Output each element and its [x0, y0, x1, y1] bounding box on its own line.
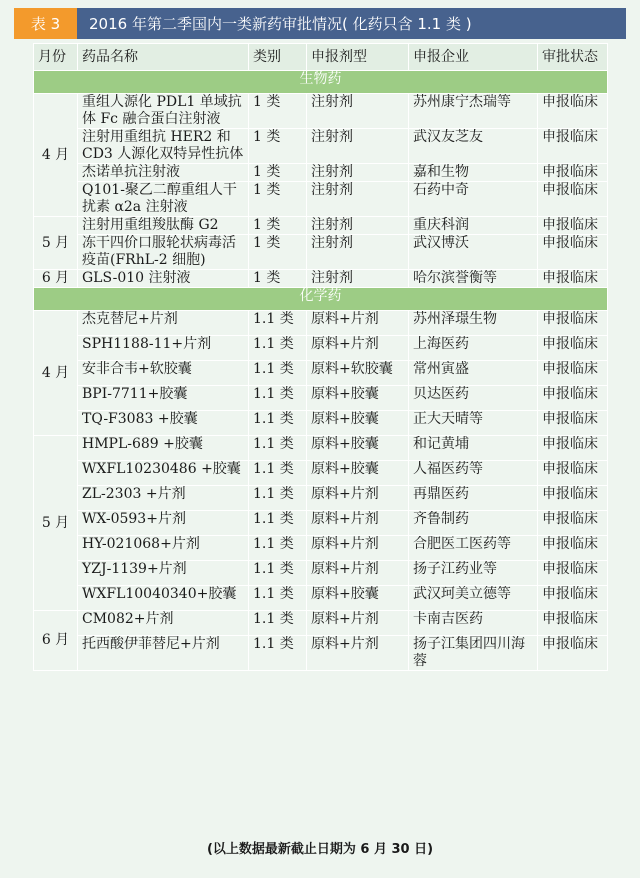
cell-dosage-form: 原料+胶囊 — [307, 436, 409, 461]
cell-dosage-form: 原料+片剂 — [307, 311, 409, 336]
table-row — [34, 386, 608, 411]
cell-drug-name: 重组人源化 PDL1 单域抗体 Fc 融合蛋白注射液 — [78, 94, 249, 129]
cell-status: 申报临床 — [538, 94, 608, 129]
cell-drug-name: 安非合韦+软胶囊 — [78, 361, 249, 386]
cell-status: 申报临床 — [538, 536, 608, 561]
cell-company: 哈尔滨誉衡等 — [409, 270, 538, 288]
cell-company: 扬子江集团四川海蓉 — [409, 636, 538, 671]
cell-company: 石药中奇 — [409, 182, 538, 217]
cell-category: 1.1 类 — [249, 411, 307, 436]
cell-dosage-form: 原料+片剂 — [307, 336, 409, 361]
cell-drug-name: WXFL10230486 +胶囊 — [78, 461, 249, 486]
cell-drug-name: 杰克替尼+片剂 — [78, 311, 249, 336]
cell-company: 贝达医药 — [409, 386, 538, 411]
cell-drug-name: ZL-2303 +片剂 — [78, 486, 249, 511]
cell-category: 1 类 — [249, 235, 307, 270]
header-category: 类别 — [249, 44, 307, 71]
cell-dosage-form: 注射剂 — [307, 182, 409, 217]
cell-status: 申报临床 — [538, 461, 608, 486]
cell-category: 1 类 — [249, 164, 307, 182]
cell-category: 1.1 类 — [249, 461, 307, 486]
table-row — [34, 536, 608, 561]
cell-drug-name: 杰诺单抗注射液 — [78, 164, 249, 182]
cell-status: 申报临床 — [538, 217, 608, 235]
cell-category: 1.1 类 — [249, 386, 307, 411]
header-dosage-form: 申报剂型 — [307, 44, 409, 71]
cell-company: 正大天晴等 — [409, 411, 538, 436]
cell-category: 1 类 — [249, 217, 307, 235]
cell-dosage-form: 注射剂 — [307, 270, 409, 288]
cell-company: 卡南吉医药 — [409, 611, 538, 636]
cell-status: 申报临床 — [538, 270, 608, 288]
cell-category: 1.1 类 — [249, 611, 307, 636]
cell-dosage-form: 原料+片剂 — [307, 636, 409, 671]
cell-category: 1 类 — [249, 182, 307, 217]
table-row — [34, 270, 608, 288]
cell-category: 1.1 类 — [249, 336, 307, 361]
cell-company: 合肥医工医药等 — [409, 536, 538, 561]
cell-category: 1.1 类 — [249, 361, 307, 386]
cell-drug-name: 注射用重组羧肽酶 G2 — [78, 217, 249, 235]
header-row — [34, 44, 608, 71]
table-row — [34, 636, 608, 671]
cell-drug-name: Q101-聚乙二醇重组人干扰素 α2a 注射液 — [78, 182, 249, 217]
cell-drug-name: WX-0593+片剂 — [78, 511, 249, 536]
table-row — [34, 511, 608, 536]
table-row — [34, 217, 608, 235]
cell-month: 4 月 — [34, 311, 78, 436]
cell-status: 申报临床 — [538, 436, 608, 461]
cell-status: 申报临床 — [538, 336, 608, 361]
footnote: (以上数据最新截止日期为 6 月 30 日) — [206, 842, 434, 857]
cell-company: 武汉珂美立德等 — [409, 586, 538, 611]
cell-month: 4 月 — [34, 94, 78, 217]
cell-category: 1 类 — [249, 270, 307, 288]
section-header: 生物药 — [34, 71, 608, 94]
cell-drug-name: SPH1188-11+片剂 — [78, 336, 249, 361]
cell-category: 1.1 类 — [249, 511, 307, 536]
cell-month: 5 月 — [34, 436, 78, 611]
cell-category: 1.1 类 — [249, 561, 307, 586]
table-row — [34, 164, 608, 182]
cell-drug-name: 冻干四价口服轮状病毒活疫苗(FRhL-2 细胞) — [78, 235, 249, 270]
cell-status: 申报临床 — [538, 411, 608, 436]
header-status: 审批状态 — [538, 44, 608, 71]
cell-drug-name: BPI-7711+胶囊 — [78, 386, 249, 411]
cell-company: 重庆科润 — [409, 217, 538, 235]
cell-dosage-form: 原料+胶囊 — [307, 386, 409, 411]
header-month: 月份 — [34, 44, 78, 71]
cell-category: 1.1 类 — [249, 311, 307, 336]
cell-drug-name: WXFL10040340+胶囊 — [78, 586, 249, 611]
table-row — [34, 336, 608, 361]
table-number-tag: 表 3 — [14, 8, 77, 39]
cell-company: 武汉友芝友 — [409, 129, 538, 164]
section-header-row — [34, 288, 608, 311]
cell-dosage-form: 原料+片剂 — [307, 611, 409, 636]
cell-company: 上海医药 — [409, 336, 538, 361]
cell-dosage-form: 原料+片剂 — [307, 561, 409, 586]
cell-dosage-form: 原料+胶囊 — [307, 461, 409, 486]
cell-status: 申报临床 — [538, 561, 608, 586]
cell-month: 6 月 — [34, 611, 78, 671]
cell-status: 申报临床 — [538, 386, 608, 411]
cell-drug-name: TQ-F3083 +胶囊 — [78, 411, 249, 436]
cell-drug-name: GLS-010 注射液 — [78, 270, 249, 288]
table-row — [34, 436, 608, 461]
table-row — [34, 561, 608, 586]
cell-status: 申报临床 — [538, 611, 608, 636]
table-row — [34, 182, 608, 217]
cell-category: 1.1 类 — [249, 586, 307, 611]
cell-company: 和记黄埔 — [409, 436, 538, 461]
cell-drug-name: 注射用重组抗 HER2 和 CD3 人源化双特异性抗体 — [78, 129, 249, 164]
table-row — [34, 235, 608, 270]
table-row — [34, 311, 608, 336]
cell-status: 申报临床 — [538, 235, 608, 270]
section-header: 化学药 — [34, 288, 608, 311]
table-row — [34, 94, 608, 129]
cell-status: 申报临床 — [538, 511, 608, 536]
cell-drug-name: HY-021068+片剂 — [78, 536, 249, 561]
cell-dosage-form: 原料+软胶囊 — [307, 361, 409, 386]
cell-dosage-form: 原料+胶囊 — [307, 411, 409, 436]
cell-status: 申报临床 — [538, 586, 608, 611]
cell-dosage-form: 原料+片剂 — [307, 486, 409, 511]
table-row — [34, 361, 608, 386]
table-row — [34, 486, 608, 511]
cell-company: 齐鲁制药 — [409, 511, 538, 536]
cell-category: 1.1 类 — [249, 486, 307, 511]
cell-dosage-form: 注射剂 — [307, 217, 409, 235]
cell-month: 5 月 — [34, 217, 78, 270]
table-row — [34, 129, 608, 164]
cell-drug-name: HMPL-689 +胶囊 — [78, 436, 249, 461]
cell-company: 嘉和生物 — [409, 164, 538, 182]
cell-dosage-form: 注射剂 — [307, 235, 409, 270]
cell-month: 6 月 — [34, 270, 78, 288]
cell-drug-name: 托西酸伊菲替尼+片剂 — [78, 636, 249, 671]
cell-category: 1.1 类 — [249, 536, 307, 561]
cell-company: 人福医药等 — [409, 461, 538, 486]
cell-drug-name: YZJ-1139+片剂 — [78, 561, 249, 586]
cell-drug-name: CM082+片剂 — [78, 611, 249, 636]
table-row — [34, 586, 608, 611]
cell-company: 苏州泽璟生物 — [409, 311, 538, 336]
cell-category: 1.1 类 — [249, 436, 307, 461]
cell-dosage-form: 原料+片剂 — [307, 511, 409, 536]
approval-table — [33, 43, 608, 671]
cell-status: 申报临床 — [538, 361, 608, 386]
cell-company: 武汉博沃 — [409, 235, 538, 270]
cell-dosage-form: 原料+片剂 — [307, 536, 409, 561]
cell-company: 扬子江药业等 — [409, 561, 538, 586]
cell-company: 常州寅盛 — [409, 361, 538, 386]
table-row — [34, 461, 608, 486]
table-title: 2016 年第二季国内一类新药审批情况( 化药只含 1.1 类 ) — [89, 15, 472, 33]
table-title-bar — [14, 8, 626, 39]
header-company: 申报企业 — [409, 44, 538, 71]
cell-status: 申报临床 — [538, 636, 608, 671]
cell-status: 申报临床 — [538, 311, 608, 336]
section-header-row — [34, 71, 608, 94]
cell-status: 申报临床 — [538, 129, 608, 164]
cell-dosage-form: 注射剂 — [307, 129, 409, 164]
cell-company: 苏州康宁杰瑞等 — [409, 94, 538, 129]
cell-category: 1 类 — [249, 94, 307, 129]
cell-status: 申报临床 — [538, 486, 608, 511]
cell-dosage-form: 注射剂 — [307, 164, 409, 182]
cell-dosage-form: 注射剂 — [307, 94, 409, 129]
cell-company: 再鼎医药 — [409, 486, 538, 511]
cell-category: 1.1 类 — [249, 636, 307, 671]
cell-dosage-form: 原料+胶囊 — [307, 586, 409, 611]
cell-status: 申报临床 — [538, 182, 608, 217]
header-drug-name: 药品名称 — [78, 44, 249, 71]
cell-status: 申报临床 — [538, 164, 608, 182]
table-row — [34, 611, 608, 636]
cell-category: 1 类 — [249, 129, 307, 164]
table-row — [34, 411, 608, 436]
